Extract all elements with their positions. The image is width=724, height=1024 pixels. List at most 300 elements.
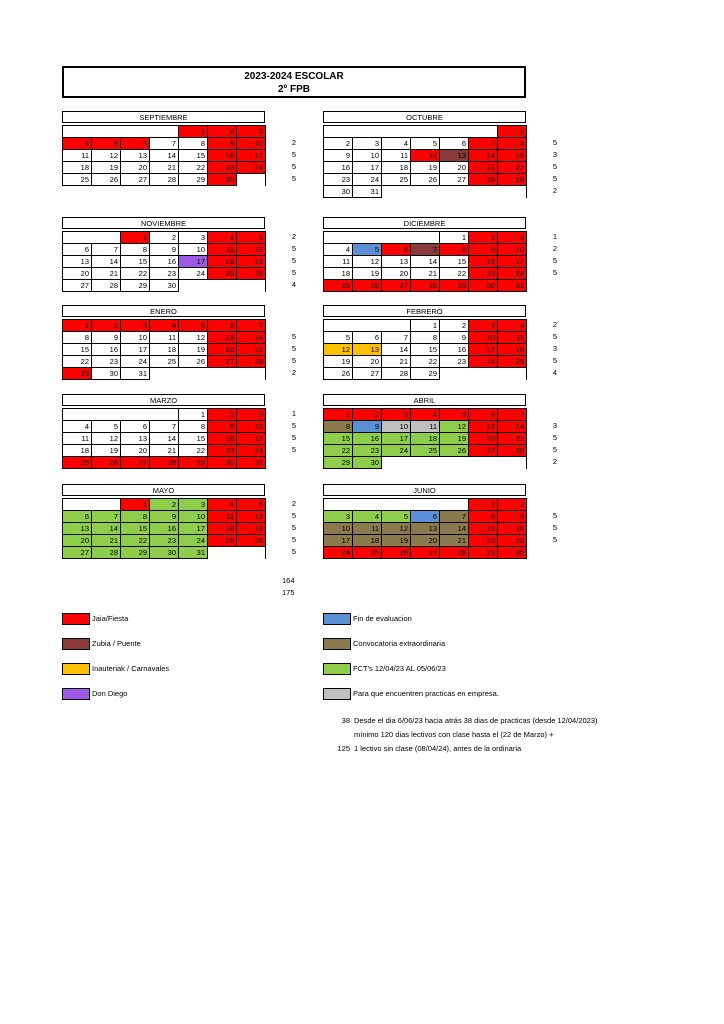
day-cell: 28 <box>150 174 179 186</box>
week-count: 1 <box>552 232 557 241</box>
day-cell: 29 <box>121 280 150 292</box>
day-cell: 10 <box>121 332 150 344</box>
day-cell: 18 <box>150 344 179 356</box>
week-row <box>324 511 527 523</box>
empty-cell <box>382 457 411 469</box>
day-cell: 24 <box>179 535 208 547</box>
legend-item <box>323 612 412 626</box>
legend-item <box>323 687 499 701</box>
day-cell: 22 <box>121 535 150 547</box>
day-cell: 23 <box>150 535 179 547</box>
day-cell: 25 <box>382 174 411 186</box>
day-cell: 6 <box>63 511 92 523</box>
week-counts <box>276 408 296 468</box>
day-cell: 24 <box>498 268 527 280</box>
day-cell: 16 <box>469 256 498 268</box>
empty-cell <box>324 232 353 244</box>
day-cell: 29 <box>498 174 527 186</box>
legend-label: FCT's 12/04/23 AL 05/06/23 <box>353 664 446 673</box>
day-cell: 10 <box>237 421 266 433</box>
day-cell: 4 <box>382 138 411 150</box>
day-cell: 28 <box>469 174 498 186</box>
day-cell: 27 <box>411 547 440 559</box>
day-cell: 20 <box>121 445 150 457</box>
day-cell: 22 <box>179 445 208 457</box>
notes <box>330 714 598 756</box>
day-cell: 12 <box>411 150 440 162</box>
day-cell: 7 <box>411 244 440 256</box>
day-cell: 7 <box>382 332 411 344</box>
day-cell: 18 <box>411 433 440 445</box>
day-cell: 4 <box>63 421 92 433</box>
day-cell: 12 <box>324 344 353 356</box>
week-count: 5 <box>291 332 296 341</box>
day-cell: 7 <box>237 320 266 332</box>
note-text: 1 lectivo sin clase (08/04/24), antes de la ordinaria <box>354 744 522 753</box>
week-row <box>63 523 266 535</box>
week-count <box>537 546 557 558</box>
week-row <box>324 499 527 511</box>
day-cell: 11 <box>498 332 527 344</box>
week-row <box>63 499 266 511</box>
day-cell: 14 <box>411 256 440 268</box>
day-cell: 22 <box>469 535 498 547</box>
empty-cell <box>498 368 527 380</box>
day-cell: 16 <box>208 433 237 445</box>
week-row <box>324 126 527 138</box>
day-cell: 15 <box>324 433 353 445</box>
day-cell: 9 <box>440 332 469 344</box>
day-cell: 22 <box>121 268 150 280</box>
day-cell: 25 <box>63 457 92 469</box>
day-cell: 19 <box>324 356 353 368</box>
day-cell: 27 <box>121 457 150 469</box>
week-row <box>324 162 527 174</box>
day-cell: 16 <box>92 344 121 356</box>
day-cell: 6 <box>63 244 92 256</box>
day-cell: 13 <box>353 344 382 356</box>
day-cell: 22 <box>440 268 469 280</box>
day-cell: 21 <box>150 445 179 457</box>
day-cell: 8 <box>498 138 527 150</box>
week-row <box>63 445 266 457</box>
week-count <box>537 125 557 137</box>
month-name: SEPTIEMBRE <box>62 111 265 123</box>
week-counts <box>537 319 557 379</box>
day-cell: 30 <box>208 174 237 186</box>
purple-swatch <box>62 688 90 700</box>
week-row <box>324 421 527 433</box>
week-count <box>276 456 296 468</box>
day-cell: 1 <box>179 126 208 138</box>
week-row <box>63 256 266 268</box>
month-grid <box>62 498 266 559</box>
day-cell: 4 <box>353 511 382 523</box>
day-cell: 13 <box>469 421 498 433</box>
empty-cell <box>353 320 382 332</box>
day-cell: 14 <box>150 150 179 162</box>
week-row <box>63 150 266 162</box>
week-count: 5 <box>291 445 296 454</box>
week-row <box>324 332 527 344</box>
day-cell: 29 <box>469 547 498 559</box>
day-cell: 27 <box>382 280 411 292</box>
week-count: 5 <box>291 268 296 277</box>
day-cell: 9 <box>353 421 382 433</box>
note-number <box>330 728 350 742</box>
day-cell: 27 <box>63 280 92 292</box>
month-name: FEBRERO <box>323 305 526 317</box>
week-count <box>537 279 557 291</box>
day-cell: 10 <box>498 244 527 256</box>
day-cell: 12 <box>237 511 266 523</box>
day-cell: 2 <box>150 499 179 511</box>
day-cell: 4 <box>63 138 92 150</box>
empty-cell <box>498 186 527 198</box>
day-cell: 25 <box>498 356 527 368</box>
day-cell: 5 <box>324 332 353 344</box>
empty-cell <box>92 126 121 138</box>
day-cell: 10 <box>179 244 208 256</box>
day-cell: 25 <box>411 445 440 457</box>
day-cell: 18 <box>498 344 527 356</box>
note-text: Desde el dia 6/06/23 hacia atrás 38 dias de practicas (desde 12/04/2023) <box>354 716 598 725</box>
week-row <box>324 150 527 162</box>
week-row <box>324 523 527 535</box>
day-cell: 3 <box>121 320 150 332</box>
olive-swatch <box>323 638 351 650</box>
day-cell: 6 <box>440 138 469 150</box>
day-cell: 12 <box>179 332 208 344</box>
week-row <box>324 433 527 445</box>
day-cell: 29 <box>63 368 92 380</box>
week-count: 5 <box>291 256 296 265</box>
green-swatch <box>323 663 351 675</box>
month-grid <box>62 231 266 292</box>
week-row <box>324 280 527 292</box>
day-cell: 4 <box>208 499 237 511</box>
day-cell: 22 <box>411 356 440 368</box>
red-swatch <box>62 613 90 625</box>
note-row <box>330 714 598 728</box>
day-cell: 21 <box>92 268 121 280</box>
empty-cell <box>150 126 179 138</box>
day-cell: 25 <box>208 535 237 547</box>
day-cell: 5 <box>440 409 469 421</box>
day-cell: 6 <box>121 138 150 150</box>
day-cell: 4 <box>208 232 237 244</box>
empty-cell <box>411 186 440 198</box>
empty-cell <box>440 126 469 138</box>
day-cell: 23 <box>469 268 498 280</box>
day-cell: 1 <box>63 320 92 332</box>
day-cell: 19 <box>382 535 411 547</box>
legend-item <box>62 662 169 676</box>
day-cell: 28 <box>92 547 121 559</box>
day-cell: 24 <box>382 445 411 457</box>
day-cell: 20 <box>469 433 498 445</box>
day-cell: 12 <box>92 150 121 162</box>
legend-label: Inauteriak / Carnavales <box>92 664 170 673</box>
day-cell: 29 <box>121 547 150 559</box>
day-cell: 3 <box>353 138 382 150</box>
day-cell: 3 <box>324 511 353 523</box>
empty-cell <box>208 547 237 559</box>
day-cell: 30 <box>469 280 498 292</box>
month-grid <box>323 125 527 198</box>
month-noviembre <box>62 217 265 292</box>
legend-label: Para que encuentren practicas en empresa. <box>353 689 499 698</box>
week-count: 5 <box>552 433 557 442</box>
day-cell: 1 <box>121 499 150 511</box>
day-cell: 26 <box>440 445 469 457</box>
legend-label: Don Diego <box>92 689 128 698</box>
day-cell: 31 <box>121 368 150 380</box>
week-row <box>63 547 266 559</box>
week-count: 4 <box>552 368 557 377</box>
week-row <box>324 138 527 150</box>
day-cell: 5 <box>179 320 208 332</box>
day-cell: 3 <box>498 232 527 244</box>
day-cell: 10 <box>353 150 382 162</box>
empty-cell <box>237 280 266 292</box>
day-cell: 11 <box>63 433 92 445</box>
day-cell: 21 <box>411 268 440 280</box>
empty-cell <box>382 499 411 511</box>
day-cell: 15 <box>121 256 150 268</box>
day-cell: 6 <box>469 409 498 421</box>
day-cell: 11 <box>353 523 382 535</box>
week-row <box>63 409 266 421</box>
legend-item <box>323 637 445 651</box>
week-count: 2 <box>291 499 296 508</box>
week-count: 5 <box>291 421 296 430</box>
day-cell: 26 <box>179 356 208 368</box>
empty-cell <box>179 368 208 380</box>
day-cell: 7 <box>92 511 121 523</box>
day-cell: 7 <box>469 138 498 150</box>
empty-cell <box>324 499 353 511</box>
day-cell: 11 <box>411 421 440 433</box>
orange-swatch <box>62 663 90 675</box>
empty-cell <box>382 186 411 198</box>
day-cell: 16 <box>150 523 179 535</box>
day-cell: 16 <box>353 433 382 445</box>
week-row <box>324 535 527 547</box>
day-cell: 17 <box>498 256 527 268</box>
day-cell: 9 <box>150 511 179 523</box>
day-cell: 10 <box>237 138 266 150</box>
day-cell: 14 <box>440 523 469 535</box>
day-cell: 2 <box>498 499 527 511</box>
day-cell: 18 <box>63 445 92 457</box>
empty-cell <box>208 368 237 380</box>
day-cell: 15 <box>498 150 527 162</box>
week-count: 5 <box>291 162 296 171</box>
note-row <box>330 742 598 756</box>
day-cell: 9 <box>208 138 237 150</box>
day-cell: 14 <box>237 332 266 344</box>
day-cell: 31 <box>179 547 208 559</box>
day-cell: 13 <box>121 433 150 445</box>
empty-cell <box>440 499 469 511</box>
empty-cell <box>150 409 179 421</box>
empty-cell <box>382 320 411 332</box>
week-count <box>276 319 296 331</box>
week-row <box>63 535 266 547</box>
day-cell: 27 <box>469 445 498 457</box>
day-cell: 23 <box>92 356 121 368</box>
week-count: 2 <box>291 138 296 147</box>
week-row <box>324 368 527 380</box>
note-number: 125 <box>337 744 350 753</box>
week-count: 4 <box>291 280 296 289</box>
empty-cell <box>440 186 469 198</box>
empty-cell <box>382 232 411 244</box>
legend-label: Convocatoria extraordinaria <box>353 639 446 648</box>
calendar-subtitle: 2º FPB <box>278 84 310 95</box>
week-row <box>324 409 527 421</box>
week-count: 5 <box>291 535 296 544</box>
day-cell: 17 <box>237 433 266 445</box>
empty-cell <box>237 368 266 380</box>
week-count: 5 <box>552 268 557 277</box>
week-count: 5 <box>552 523 557 532</box>
day-cell: 18 <box>63 162 92 174</box>
day-cell: 20 <box>121 162 150 174</box>
week-counts <box>276 231 296 291</box>
day-cell: 8 <box>121 244 150 256</box>
day-cell: 22 <box>324 445 353 457</box>
week-row <box>63 232 266 244</box>
day-cell: 19 <box>440 433 469 445</box>
day-cell: 16 <box>150 256 179 268</box>
day-cell: 5 <box>92 138 121 150</box>
empty-cell <box>440 368 469 380</box>
day-cell: 26 <box>92 457 121 469</box>
day-cell: 1 <box>324 409 353 421</box>
day-cell: 12 <box>353 256 382 268</box>
week-row <box>324 356 527 368</box>
week-counts <box>537 125 557 197</box>
week-count: 5 <box>552 511 557 520</box>
day-cell: 24 <box>324 547 353 559</box>
day-cell: 14 <box>92 523 121 535</box>
legend-label: Jaia/Fiesta <box>92 614 129 623</box>
day-cell: 24 <box>237 445 266 457</box>
day-cell: 20 <box>353 356 382 368</box>
week-row <box>63 511 266 523</box>
week-row <box>324 320 527 332</box>
week-row <box>324 445 527 457</box>
blue-swatch <box>323 613 351 625</box>
day-cell: 29 <box>411 368 440 380</box>
week-row <box>63 457 266 469</box>
day-cell: 9 <box>469 244 498 256</box>
legend-item <box>62 612 128 626</box>
day-cell: 12 <box>382 523 411 535</box>
empty-cell <box>92 232 121 244</box>
week-count: 5 <box>552 256 557 265</box>
week-count: 5 <box>291 174 296 183</box>
day-cell: 2 <box>208 126 237 138</box>
month-marzo <box>62 394 265 469</box>
day-cell: 12 <box>237 244 266 256</box>
empty-cell <box>63 126 92 138</box>
day-cell: 14 <box>150 433 179 445</box>
week-row <box>324 344 527 356</box>
day-cell: 10 <box>179 511 208 523</box>
week-counts <box>276 498 296 558</box>
empty-cell <box>63 409 92 421</box>
week-row <box>324 174 527 186</box>
empty-cell <box>498 457 527 469</box>
week-count: 5 <box>552 162 557 171</box>
day-cell: 5 <box>382 511 411 523</box>
week-row <box>324 186 527 198</box>
day-cell: 23 <box>324 174 353 186</box>
day-cell: 7 <box>440 511 469 523</box>
day-cell: 25 <box>63 174 92 186</box>
week-counts <box>276 125 296 185</box>
day-cell: 5 <box>353 244 382 256</box>
day-cell: 8 <box>440 244 469 256</box>
day-cell: 3 <box>237 126 266 138</box>
day-cell: 5 <box>411 138 440 150</box>
day-cell: 18 <box>353 535 382 547</box>
day-cell: 8 <box>411 332 440 344</box>
day-cell: 19 <box>92 445 121 457</box>
day-cell: 11 <box>208 511 237 523</box>
day-cell: 26 <box>353 280 382 292</box>
week-count: 3 <box>552 421 557 430</box>
week-row <box>63 138 266 150</box>
total-lectivos: 164 <box>282 576 295 585</box>
day-cell: 8 <box>63 332 92 344</box>
week-count: 3 <box>552 344 557 353</box>
day-cell: 7 <box>498 409 527 421</box>
week-row <box>63 280 266 292</box>
day-cell: 29 <box>179 174 208 186</box>
total-days: 175 <box>282 588 295 597</box>
empty-cell <box>63 232 92 244</box>
day-cell: 26 <box>237 535 266 547</box>
legend-item <box>62 637 141 651</box>
day-cell: 1 <box>469 499 498 511</box>
day-cell: 27 <box>353 368 382 380</box>
day-cell: 16 <box>324 162 353 174</box>
day-cell: 30 <box>92 368 121 380</box>
day-cell: 20 <box>411 535 440 547</box>
day-cell: 11 <box>63 150 92 162</box>
day-cell: 6 <box>208 320 237 332</box>
day-cell: 6 <box>121 421 150 433</box>
day-cell: 15 <box>440 256 469 268</box>
week-count: 5 <box>552 535 557 544</box>
day-cell: 14 <box>469 150 498 162</box>
day-cell: 23 <box>498 535 527 547</box>
week-count: 1 <box>291 409 296 418</box>
week-row <box>63 162 266 174</box>
week-count: 5 <box>552 332 557 341</box>
day-cell: 10 <box>382 421 411 433</box>
day-cell: 17 <box>382 433 411 445</box>
day-cell: 16 <box>440 344 469 356</box>
day-cell: 8 <box>469 511 498 523</box>
day-cell: 28 <box>92 280 121 292</box>
day-cell: 30 <box>324 186 353 198</box>
day-cell: 17 <box>179 256 208 268</box>
